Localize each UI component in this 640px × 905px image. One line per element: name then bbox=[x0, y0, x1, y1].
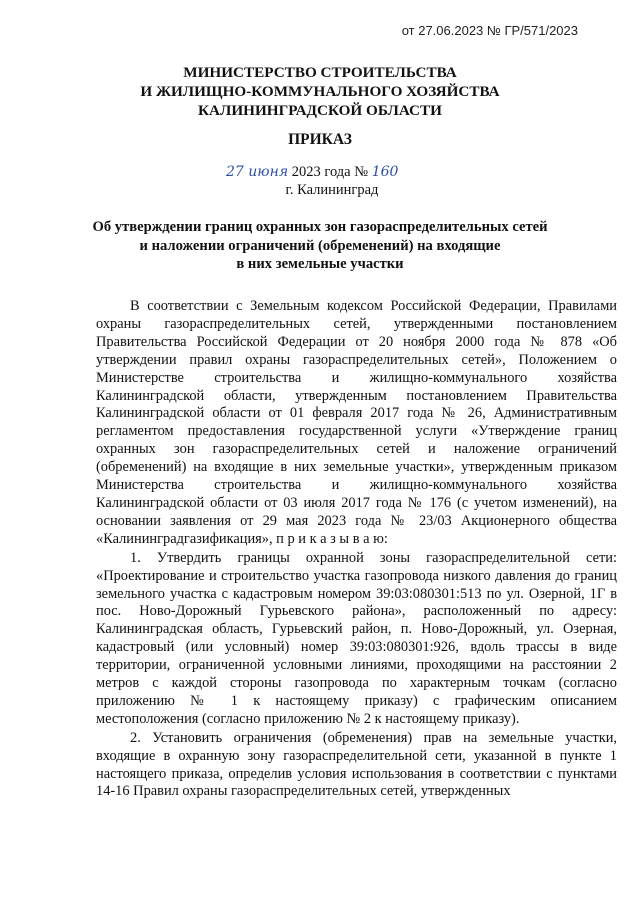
heading-line-1: Об утверждении границ охранных зон газораспределительных сетей bbox=[92, 219, 548, 235]
order-year: 2023 года № bbox=[291, 164, 369, 180]
city: г. Калининград bbox=[285, 182, 379, 198]
ministry-line-3: КАЛИНИНГРАДСКОЙ ОБЛАСТИ bbox=[198, 102, 442, 119]
order-date-line bbox=[226, 164, 398, 181]
handwritten-number: 160 bbox=[371, 164, 399, 180]
ministry-line-1: МИНИСТЕРСТВО СТРОИТЕЛЬСТВА bbox=[183, 64, 457, 81]
ministry-line-2: И ЖИЛИЩНО-КОММУНАЛЬНОГО ХОЗЯЙСТВА bbox=[140, 83, 500, 100]
heading-line-2: и наложении ограничений (обременений) на входящие bbox=[139, 237, 501, 254]
paragraph-item-2: 2. Установить ограничения (обременения) прав на земельные участки, входящие в охранную зону газораспределительной сети, указанной в пункте 1 настоящего приказа, определив условия использования в соответствии с пунктами 14-16 Правил охраны газораспределительных сетей, утвержденных bbox=[96, 729, 617, 800]
ministry-name bbox=[0, 63, 640, 120]
registration-stamp: от 27.06.2023 № ГР/571/2023 bbox=[401, 23, 578, 38]
document-type: ПРИКАЗ bbox=[288, 131, 352, 148]
document-body bbox=[96, 298, 617, 801]
heading-line-3: в них земельные участки bbox=[236, 256, 404, 272]
paragraph-preamble: В соответствии с Земельным кодексом Российской Федерации, Правилами охраны газораспределительных сетей, утвержденными постановлением Правительства Российской Федерации от 20 ноября 2000 года № 878 «Об утверждении правил охраны газораспределительных сетей», Положением о Министерстве строительства и жилищно-коммунального хозяйства Калининградской области, утвержденным постановлением Правительства Калининградской области от 01 февраля 2017 года № 26, Административным регламентом предоставления государственной услуги «Утверждение границ охранных зон газораспределительных сетей и наложение ограничений (обременений) на входящие в них земельные участки», утвержденным приказом Министерства строительства и жилищно-коммунального хозяйства Калининградской области от 03 июля 2017 года № 176 (с учетом изменений), на основании заявления от 29 мая 2023 года № 23/03 Акционерного общества «Калининградгазификация», п р и к а з ы в а ю: bbox=[96, 298, 617, 547]
handwritten-date: 27 июня bbox=[226, 164, 289, 180]
order-heading bbox=[0, 218, 640, 274]
paragraph-item-1: 1. Утвердить границы охранной зоны газораспределительной сети: «Проектирование и строительство участка газопровода низкого давления до границ земельного участка с кадастровым номером 39:03:080301:513 по ул. Озерной, 1Г в пос. Ново-Дорожный Гурьевского района», расположенный по адресу: Калининградская область, Гурьевский район, п. Ново-Дорожный, ул. Озерная, кадастровый (или условный) номер 39:03:080301:926, вдоль трассы в виде территории, ограниченной условными линиями, проходящими на расстоянии 2 метров с каждой стороны газопровода по характерным точкам (согласно приложению № 1 к настоящему приказу) с графическим описанием местоположения (согласно приложению № 2 к настоящему приказу). bbox=[96, 549, 617, 727]
